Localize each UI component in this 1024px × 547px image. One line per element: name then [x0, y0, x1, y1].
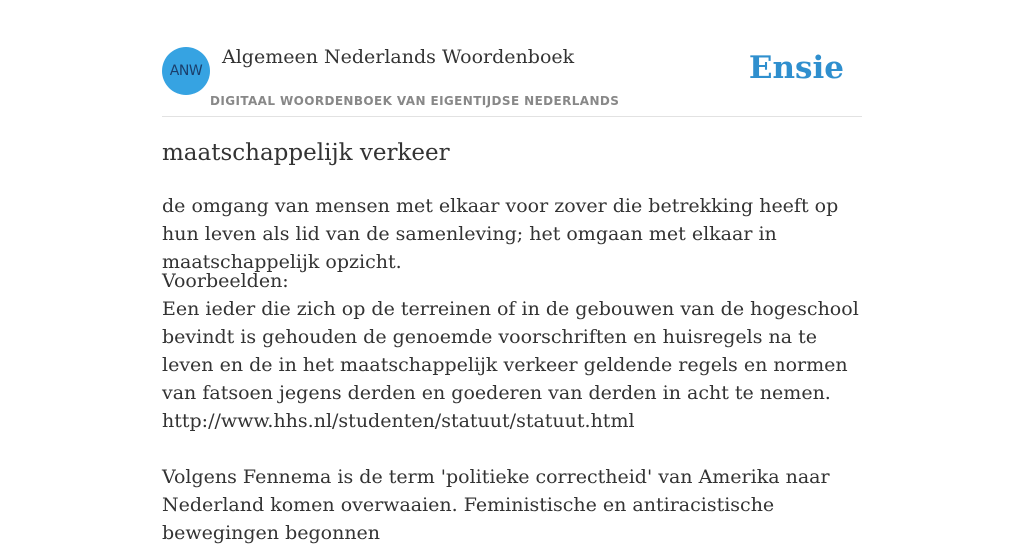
page-content — [162, 0, 862, 544]
entry-headword: maatschappelijk verkeer — [162, 140, 450, 166]
example-text: Volgens Fennema is de term 'politieke correctheid' van Amerika naar Nederland komen overwaaien. Feministische en antiracistische bewegingen begonnen — [162, 466, 830, 544]
site-title[interactable]: Algemeen Nederlands Woordenboek — [222, 46, 575, 68]
entry-definition: de omgang van mensen met elkaar voor zover die betrekking heeft op hun leven als lid van de samenleving; het omgaan met elkaar in maatschappelijk opzicht. — [162, 195, 839, 273]
ensie-brand-link[interactable]: Ensie — [748, 50, 844, 86]
examples-label: Voorbeelden: — [162, 270, 289, 292]
logo-text: ANW — [169, 63, 203, 79]
site-subtitle: DIGITAAL WOORDENBOEK VAN EIGENTIJDSE NEDERLANDS — [210, 94, 620, 108]
example-source: http://www.hhs.nl/studenten/statuut/statuut.html — [162, 410, 635, 432]
anw-logo[interactable] — [162, 47, 210, 95]
site-header — [162, 0, 862, 117]
example-text: Een ieder die zich op de terreinen of in de gebouwen van de hogeschool bevindt is gehouden de genoemde voorschriften en huisregels na te leven en de in het maatschappelijk verkeer geldende regels en normen van fatsoen jegens derden en goederen van derden in acht te nemen. — [162, 298, 859, 404]
spacer — [162, 435, 862, 463]
examples-section — [162, 267, 862, 547]
